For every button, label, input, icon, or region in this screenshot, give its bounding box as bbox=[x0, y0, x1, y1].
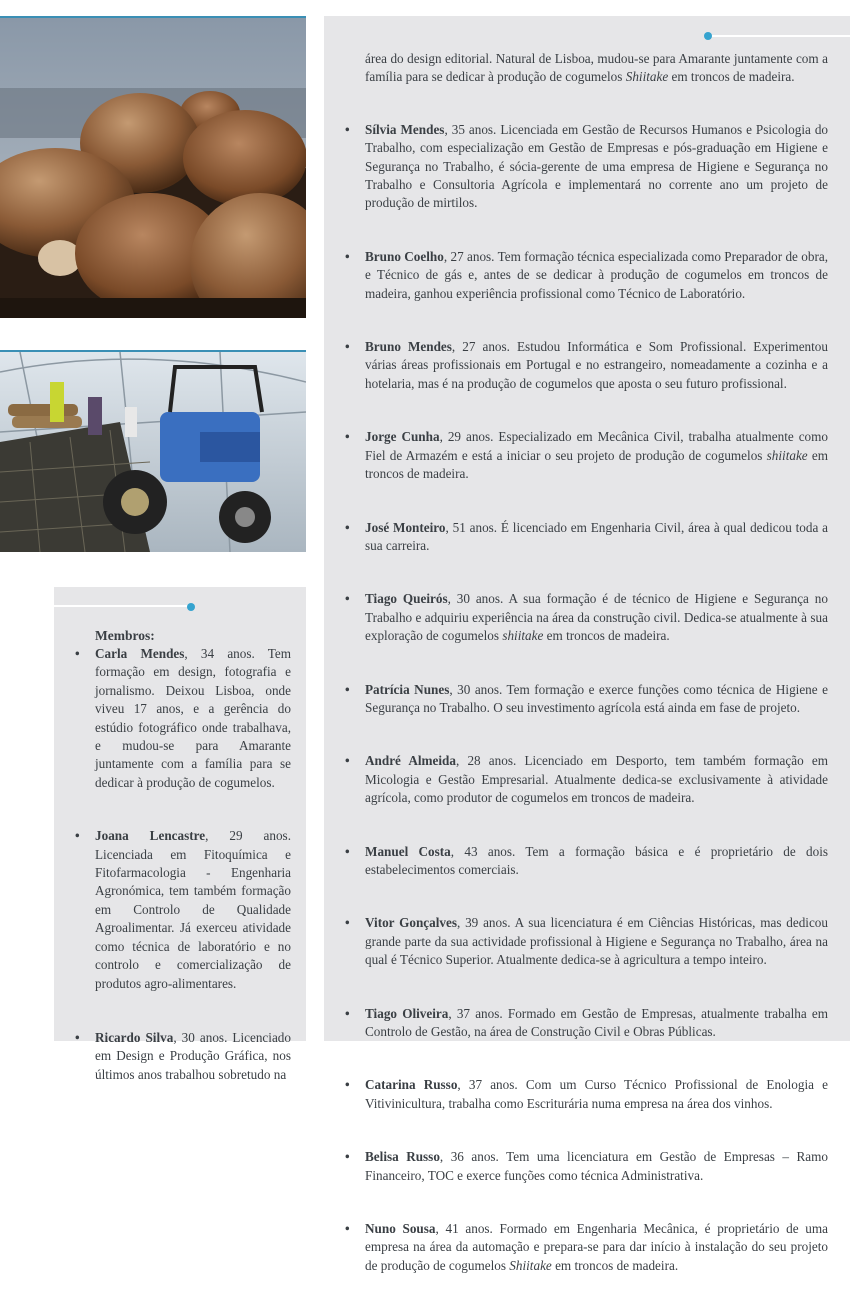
member-text: , 30 anos. Licenciado em Design e Produção Gráfica, nos últimos anos trabalhou sobretudo na bbox=[95, 1029, 291, 1082]
sidebar-divider bbox=[54, 605, 190, 607]
member-text: , 43 anos. Tem a formação básica e é proprietário de dois estabelecimentos comerciais. bbox=[365, 843, 828, 877]
bullet-icon: • bbox=[345, 591, 350, 607]
list-item bbox=[72, 827, 291, 993]
member-name: Manuel Costa bbox=[365, 843, 451, 859]
member-name: Tiago Oliveira bbox=[365, 1005, 449, 1021]
bullet-icon: • bbox=[345, 519, 350, 535]
list-item bbox=[342, 843, 828, 880]
sidebar-dot-ornament bbox=[187, 603, 195, 611]
member-name: Tiago Queirós bbox=[365, 591, 448, 607]
member-text: , 36 anos. Tem uma licenciatura em Gestão de Empresas – Ramo Financeiro, TOC e exerce funções como técnica Administrativa. bbox=[365, 1149, 828, 1183]
member-text-end: em troncos de madeira. bbox=[551, 1257, 679, 1273]
list-item bbox=[342, 519, 828, 556]
member-text-emphasis: Shiitake bbox=[509, 1257, 552, 1273]
member-text: , 39 anos. A sua licenciatura é em Ciências Históricas, mas dedicou grande parte da sua actividade profissional à Higiene e Segurança no Trabalho, área na qual é Técnico Superior. Atualmente dedica-se à agricultura a tempo inteiro. bbox=[365, 915, 828, 968]
member-name: Vitor Gonçalves bbox=[365, 915, 457, 931]
bullet-icon: • bbox=[345, 1077, 350, 1093]
continuation-text-end: em troncos de madeira. bbox=[668, 69, 795, 85]
bullet-icon: • bbox=[345, 843, 350, 859]
sidebar-members-column bbox=[72, 645, 291, 1119]
members-heading: Membros: bbox=[95, 628, 155, 643]
list-item bbox=[342, 338, 828, 393]
main-members-list bbox=[342, 121, 828, 1275]
bullet-icon: • bbox=[345, 429, 350, 445]
bullet-icon: • bbox=[75, 828, 80, 844]
bullet-icon: • bbox=[345, 1005, 350, 1021]
member-name: Joana Lencastre bbox=[95, 828, 206, 844]
member-text-emphasis: shiitake bbox=[502, 628, 544, 644]
bullet-icon: • bbox=[345, 248, 350, 264]
member-name: Bruno Coelho bbox=[365, 248, 444, 264]
list-item bbox=[72, 1029, 291, 1084]
continuation-text: área do design editorial. Natural de Lisboa, mudou-se para Amarante juntamente com a família para se dedicar à produção de cogumelos bbox=[365, 51, 828, 85]
main-members-column bbox=[342, 50, 828, 1310]
member-name: Ricardo Silva bbox=[95, 1029, 174, 1045]
list-item bbox=[342, 681, 828, 718]
member-name: Bruno Mendes bbox=[365, 339, 452, 355]
mushroom-photo bbox=[0, 16, 306, 318]
main-divider bbox=[711, 35, 850, 37]
member-text: , 37 anos. Com um Curso Técnico Profissional de Enologia e Vitivinicultura, trabalha como Escriturária numa empresa na área dos vinhos. bbox=[365, 1077, 829, 1111]
bullet-icon: • bbox=[345, 1221, 350, 1237]
member-name: Sílvia Mendes bbox=[365, 121, 445, 137]
sidebar-members-list bbox=[72, 645, 291, 1084]
member-name: José Monteiro bbox=[365, 519, 446, 535]
member-text: , 30 anos. A sua formação é de técnico de Higiene e Segurança no Trabalho e adquiriu experiência na área da construção civil. Dedica-se atualmente à sua exploração de cogumelos bbox=[365, 591, 828, 644]
member-text-end: em troncos de madeira. bbox=[365, 447, 828, 482]
list-item bbox=[342, 1148, 828, 1185]
member-text: , 30 anos. Tem formação e exerce funções como técnica de Higiene e Segurança no Trabalho. O seu investimento agrícola está ainda em fase de projeto. bbox=[365, 681, 828, 715]
member-name: Catarina Russo bbox=[365, 1077, 458, 1093]
continuation-paragraph bbox=[342, 50, 828, 87]
list-item bbox=[342, 1220, 828, 1275]
bullet-icon: • bbox=[345, 1149, 350, 1165]
list-item bbox=[342, 914, 828, 969]
list-item bbox=[342, 590, 828, 645]
member-text: , 29 anos. Especializado em Mecânica Civil, trabalha atualmente como Fiel de Armazém e está a iniciar o seu projeto de produção de cogumelos bbox=[365, 429, 829, 463]
member-name: Belisa Russo bbox=[365, 1149, 440, 1165]
list-item bbox=[342, 1005, 828, 1042]
member-text: , 37 anos. Formado em Gestão de Empresas, atualmente trabalha em Controlo de Gestão, na área de Construção Civil e Obras Públicas. bbox=[365, 1005, 828, 1039]
member-text: , 28 anos. Licenciado em Desporto, tem também formação em Micologia e Gestão Empresarial. Atualmente dedica-se exclusivamente à atividade agrícola, como produtor de cogumelos em troncos de madeira. bbox=[365, 753, 828, 806]
continuation-emphasis: Shiitake bbox=[625, 69, 669, 85]
member-text: , 29 anos. Licenciada em Fitoquímica e Fitofarmacologia - Engenharia Agronómica, tem também formação em Controlo de Qualidade Agroalimentar. Já exerceu atividade como técnica de laboratório e no controlo e comercialização de produtos agro-alimentares. bbox=[95, 828, 291, 991]
list-item bbox=[342, 1076, 828, 1113]
member-text: , 34 anos. Tem formação em design, fotografia e jornalismo. Deixou Lisboa, onde viveu 17 anos, e a gerência do estúdio fotográfico onde trabalhava, e mudou-se para Amarante juntamente com a família para se dedicar à produção de cogumelos. bbox=[95, 646, 291, 790]
bullet-icon: • bbox=[345, 915, 350, 931]
member-text-emphasis: shiitake bbox=[766, 447, 808, 463]
bullet-icon: • bbox=[345, 339, 350, 355]
member-text: , 41 anos. Formado em Engenharia Mecânica, é proprietário de uma empresa na área da automação e prepara-se para dar início à instalação do seu projeto de produção de cogumelos bbox=[365, 1221, 829, 1273]
list-item bbox=[72, 645, 291, 792]
member-text: , 27 anos. Estudou Informática e Som Profissional. Experimentou várias áreas profissionais em Portugal e no estrangeiro, nomeadamente a cozinha e a hotelaria, mas é na produção de cogumelos que aposta o seu futuro profissional. bbox=[365, 339, 828, 391]
member-name: André Almeida bbox=[365, 753, 456, 769]
member-name: Carla Mendes bbox=[95, 646, 185, 661]
bullet-icon: • bbox=[345, 681, 350, 697]
list-item bbox=[342, 121, 828, 213]
list-item bbox=[342, 428, 828, 483]
bullet-icon: • bbox=[345, 121, 350, 137]
bullet-icon: • bbox=[75, 646, 80, 661]
member-text: , 27 anos. Tem formação técnica especializada como Preparador de obra, e Técnico de gás e, antes de se dedicar à produção de cogumelos em troncos de madeira, ganhou experiência profissional como Técnico de Laboratório. bbox=[365, 248, 828, 301]
bullet-icon: • bbox=[75, 1029, 80, 1045]
list-item bbox=[342, 248, 828, 303]
member-text: , 51 anos. É licenciado em Engenharia Civil, área à qual dedicou toda a sua carreira. bbox=[365, 519, 829, 553]
member-text: , 35 anos. Licenciada em Gestão de Recursos Humanos e Psicologia do Trabalho, com especialização em Gestão de Empresas e pós-graduação em Higiene e Segurança no Trabalho, é sócia-gerente de uma empresa de Higiene e Segurança no Trabalho e Consultoria Agrícola e implementará no corrente ano um projeto de produção de mirtilos. bbox=[365, 121, 829, 211]
list-item bbox=[342, 752, 828, 807]
member-text-end: em troncos de madeira. bbox=[543, 628, 670, 644]
main-dot-ornament bbox=[704, 32, 712, 40]
member-name: Nuno Sousa bbox=[365, 1221, 436, 1237]
bullet-icon: • bbox=[345, 753, 350, 769]
tractor-photo bbox=[0, 350, 306, 552]
member-name: Patrícia Nunes bbox=[365, 681, 450, 697]
member-name: Jorge Cunha bbox=[365, 429, 440, 445]
